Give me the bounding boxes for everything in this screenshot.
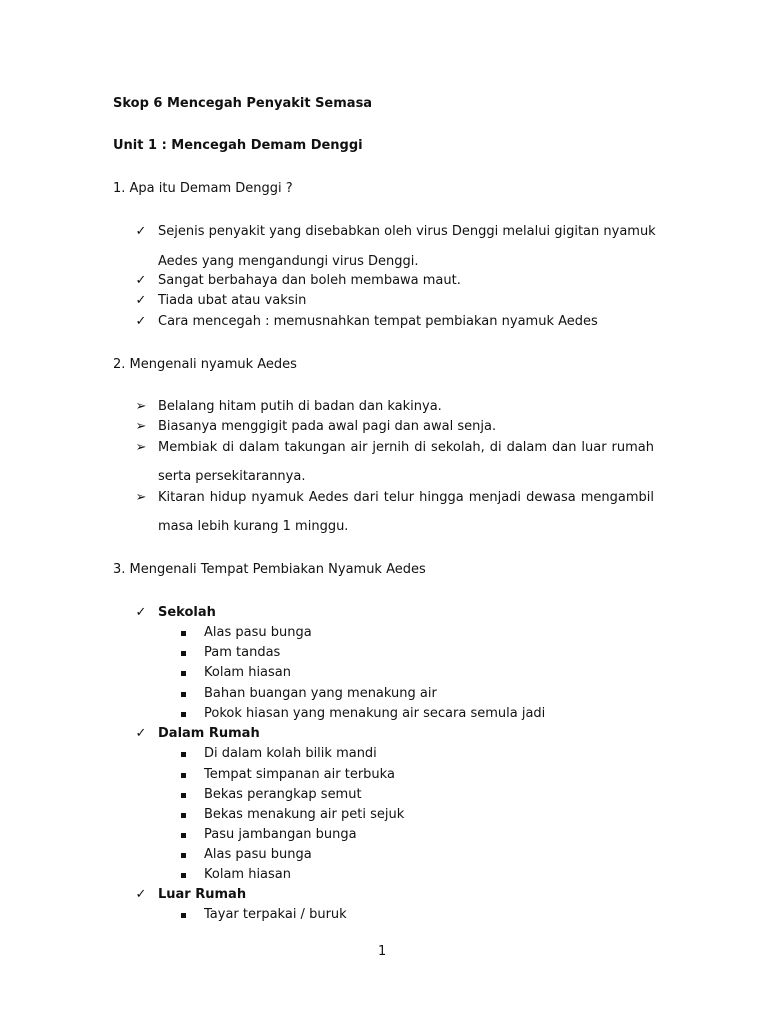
sekolah-item: Kolam hiasan — [204, 665, 292, 680]
dalam-rumah-label: Dalam Rumah — [158, 726, 260, 741]
arrow-bullet-icon: ➢ — [135, 419, 147, 434]
sekolah-item: Bahan buangan yang menakung air — [204, 686, 437, 701]
dalam-rumah-item: Di dalam kolah bilik mandi — [204, 746, 377, 761]
dalam-rumah-item: Bekas perangkap semut — [204, 787, 362, 802]
sekolah-item: Alas pasu bunga — [204, 625, 312, 640]
s2-item-4-line-2: masa lebih kurang 1 minggu. — [158, 519, 349, 534]
check-icon: ✓ — [135, 314, 147, 329]
sekolah-label: Sekolah — [158, 605, 216, 620]
document-title: Skop 6 Mencegah Penyakit Semasa — [113, 96, 373, 111]
sekolah-item: Pokok hiasan yang menakung air secara semula jadi — [204, 706, 546, 721]
arrow-bullet-icon: ➢ — [135, 399, 147, 414]
square-bullet-icon — [181, 773, 186, 778]
s1-item-1-line-1: Sejenis penyakit yang disebabkan oleh virus Denggi melalui gigitan nyamuk — [158, 224, 656, 239]
square-bullet-icon — [181, 793, 186, 798]
square-bullet-icon — [181, 671, 186, 676]
check-icon: ✓ — [135, 605, 147, 620]
dalam-rumah-item: Kolam hiasan — [204, 867, 292, 882]
s1-item-4: Cara mencegah : memusnahkan tempat pembiakan nyamuk Aedes — [158, 314, 598, 329]
check-icon: ✓ — [135, 887, 147, 902]
unit-heading: Unit 1 : Mencegah Demam Denggi — [113, 138, 363, 153]
sekolah-item: Pam tandas — [204, 645, 281, 660]
square-bullet-icon — [181, 631, 186, 636]
section-2-heading: 2. Mengenali nyamuk Aedes — [113, 357, 297, 372]
check-icon: ✓ — [135, 293, 147, 308]
s1-item-2: Sangat berbahaya dan boleh membawa maut. — [158, 273, 461, 288]
square-bullet-icon — [181, 873, 186, 878]
luar-rumah-item: Tayar terpakai / buruk — [204, 907, 347, 922]
square-bullet-icon — [181, 813, 186, 818]
arrow-bullet-icon: ➢ — [135, 440, 147, 455]
s2-item-2: Biasanya menggigit pada awal pagi dan awal senja. — [158, 419, 497, 434]
check-icon: ✓ — [135, 224, 147, 239]
dalam-rumah-item: Bekas menakung air peti sejuk — [204, 807, 405, 822]
square-bullet-icon — [181, 692, 186, 697]
dalam-rumah-item: Tempat simpanan air terbuka — [204, 767, 395, 782]
arrow-bullet-icon: ➢ — [135, 490, 147, 505]
s1-item-3: Tiada ubat atau vaksin — [158, 293, 307, 308]
page-number: 1 — [378, 944, 387, 959]
square-bullet-icon — [181, 853, 186, 858]
s2-item-3-line-1: Membiak di dalam takungan air jernih di sekolah, di dalam dan luar rumah — [158, 440, 654, 455]
square-bullet-icon — [181, 712, 186, 717]
check-icon: ✓ — [135, 273, 147, 288]
square-bullet-icon — [181, 651, 186, 656]
square-bullet-icon — [181, 913, 186, 918]
section-3-heading: 3. Mengenali Tempat Pembiakan Nyamuk Aedes — [113, 562, 426, 577]
check-icon: ✓ — [135, 726, 147, 741]
dalam-rumah-item: Alas pasu bunga — [204, 847, 312, 862]
s2-item-4-line-1: Kitaran hidup nyamuk Aedes dari telur hingga menjadi dewasa mengambil — [158, 490, 654, 505]
square-bullet-icon — [181, 752, 186, 757]
section-1-heading: 1. Apa itu Demam Denggi ? — [113, 181, 293, 196]
s2-item-1: Belalang hitam putih di badan dan kakinya. — [158, 399, 442, 414]
square-bullet-icon — [181, 833, 186, 838]
luar-rumah-label: Luar Rumah — [158, 887, 247, 902]
s2-item-3-line-2: serta persekitarannya. — [158, 469, 306, 484]
dalam-rumah-item: Pasu jambangan bunga — [204, 827, 357, 842]
s1-item-1-line-2: Aedes yang mengandungi virus Denggi. — [158, 254, 419, 269]
